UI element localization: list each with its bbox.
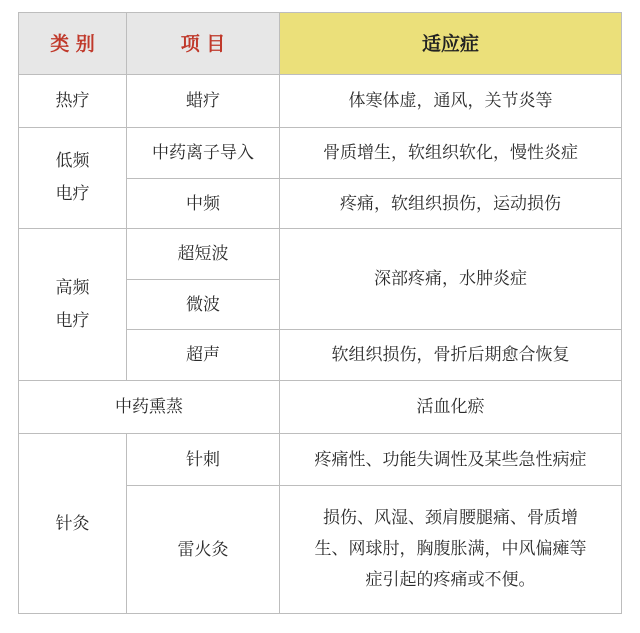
item-cell: 中频 xyxy=(127,179,280,229)
header-item: 项 目 xyxy=(127,13,280,75)
item-cell: 中药离子导入 xyxy=(127,128,280,179)
indication-line: 损伤、风湿、颈肩腰腿痛、骨质增 xyxy=(323,508,578,528)
category-cell: 热疗 xyxy=(19,75,127,128)
item-cell: 针刺 xyxy=(127,434,280,486)
category-cell xyxy=(19,229,127,381)
header-category: 类 别 xyxy=(19,13,127,75)
item-cell: 蜡疗 xyxy=(127,75,280,128)
category-line: 高频 xyxy=(55,277,90,298)
table-row xyxy=(19,434,622,486)
category-line: 低频 xyxy=(55,151,90,171)
indication-cell: 软组织损伤，骨折后期愈合恢复 xyxy=(280,330,622,381)
therapy-table xyxy=(18,12,622,614)
indication-line: 症引起的疼痛或不便。 xyxy=(365,570,536,590)
indication-cell: 深部疼痛，水肿炎症 xyxy=(280,229,622,330)
item-cell: 超声 xyxy=(127,330,280,381)
table-row xyxy=(19,229,622,280)
indication-cell xyxy=(280,486,622,614)
category-cell: 中药熏蒸 xyxy=(19,381,280,434)
table-row xyxy=(19,75,622,128)
header-row xyxy=(19,13,622,75)
item-cell: 雷火灸 xyxy=(127,486,280,614)
category-cell: 针灸 xyxy=(19,434,127,614)
category-line: 电疗 xyxy=(55,184,90,204)
indication-cell: 体寒体虚，通风，关节炎等 xyxy=(280,75,622,128)
header-indication: 适应症 xyxy=(280,13,622,75)
indication-cell: 骨质增生，软组织软化，慢性炎症 xyxy=(280,128,622,179)
category-line: 电疗 xyxy=(55,310,90,331)
table-row xyxy=(19,381,622,434)
item-cell: 微波 xyxy=(127,280,280,330)
indication-line: 生、网球肘，胸腹胀满，中风偏瘫等 xyxy=(314,539,587,559)
indication-cell: 活血化瘀 xyxy=(280,381,622,434)
indication-cell: 疼痛性、功能失调性及某些急性病症 xyxy=(280,434,622,486)
item-cell: 超短波 xyxy=(127,229,280,280)
indication-cell: 疼痛，软组织损伤，运动损伤 xyxy=(280,179,622,229)
category-cell xyxy=(19,128,127,229)
table-row xyxy=(19,128,622,179)
